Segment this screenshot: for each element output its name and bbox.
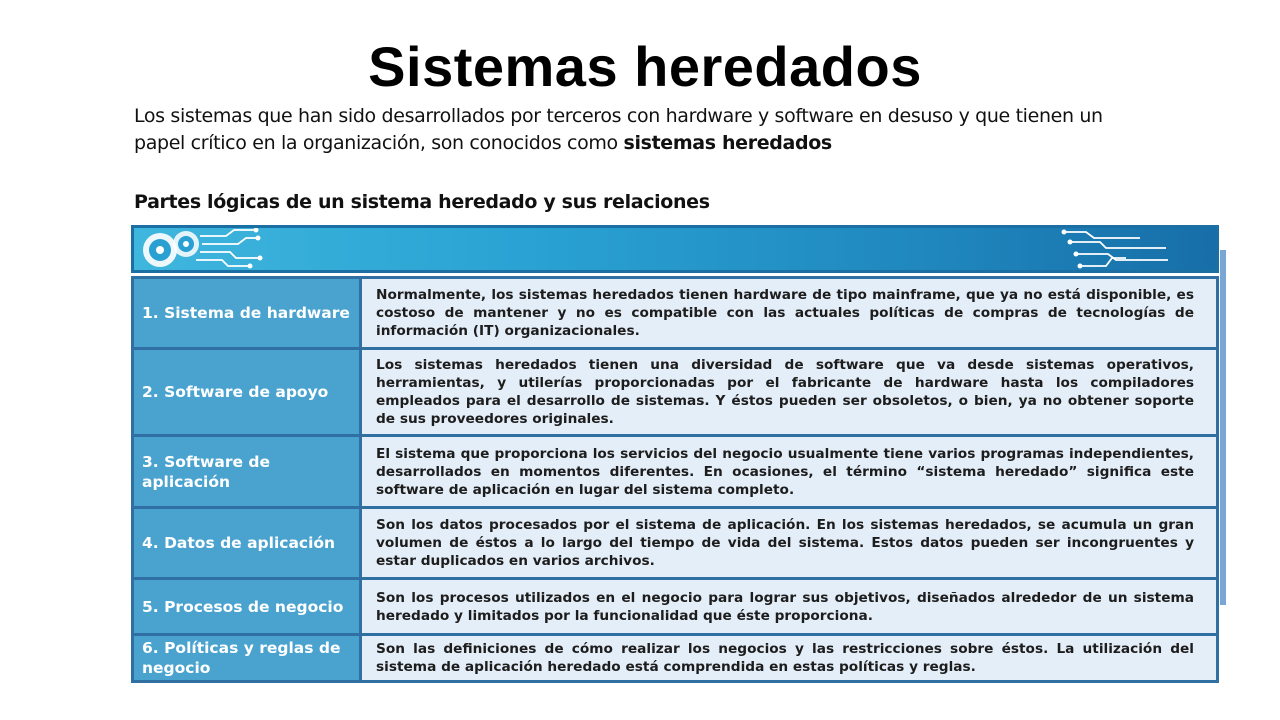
intro-text: Los sistemas que han sido desarrollados por terceros con hardware y software en desuso y que tienen un papel crítico en la organización, son conocidos como (134, 105, 1103, 154)
intro-paragraph (134, 103, 1154, 157)
row-label: 5. Procesos de negocio (134, 580, 362, 633)
row-description (362, 350, 1216, 434)
row-label: 6. Políticas y reglas de negocio (134, 636, 362, 680)
row-description-text: Son las definiciones de cómo realizar los negocios y las restricciones sobre éstos. La utilización del sistema de aplicación heredado está comprendida en estas políticas y reglas. (376, 641, 1194, 675)
row-description-text: Son los procesos utilizados en el negocio para lograr sus objetivos, diseñados alrededor de un sistema heredado y limitados por la funcionalidad que éste proporciona. (376, 589, 1194, 624)
side-accent-bar (1220, 250, 1226, 605)
row-label: 1. Sistema de hardware (134, 279, 362, 347)
row-description-text: El sistema que proporciona los servicios del negocio usualmente tiene varios programas independientes, desarrollados en momentos diferentes. En ocasiones, el término “sistema heredado” significa este software de aplicación en lugar del sistema completo. (376, 445, 1194, 498)
row-label: 4. Datos de aplicación (134, 509, 362, 577)
table-row (134, 636, 1216, 680)
row-description (362, 580, 1216, 633)
row-description (362, 636, 1216, 680)
intro-bold-term: sistemas heredados (623, 132, 832, 154)
page-title: Sistemas heredados (368, 35, 922, 98)
row-label: 2. Software de apoyo (134, 350, 362, 434)
row-description (362, 509, 1216, 577)
row-description-text: Normalmente, los sistemas heredados tienen hardware de tipo mainframe, que ya no está disponible, es costoso de mantener y no es compatible con las actuales políticas de compras de tecnologías de información (IT) organizacionales. (376, 287, 1194, 339)
row-description-text: Los sistemas heredados tienen una diversidad de software que va desde sistemas operativos, herramientas, y utilerías proporcionadas por el fabricante de hardware hasta los compiladores empleados para el desarrollo de sistemas. Y éstos pueden ser obsoletos, o bien, ya no obtener soporte de sus proveedores originales. (376, 357, 1194, 427)
table-row (134, 437, 1216, 509)
row-description (362, 437, 1216, 506)
table-row (134, 350, 1216, 437)
legacy-parts-table (131, 276, 1219, 683)
section-subtitle: Partes lógicas de un sistema heredado y sus relaciones (134, 191, 710, 213)
table-banner (131, 225, 1219, 273)
table-row (134, 279, 1216, 350)
row-description-text: Son los datos procesados por el sistema de aplicación. En los sistemas heredados, se acumula un gran volumen de éstos a lo largo del tiempo de vida del sistema. Estos datos pueden ser incongruentes y estar duplicados en varios archivos. (376, 517, 1194, 569)
row-label: 3. Software de aplicación (134, 437, 362, 506)
table-row (134, 580, 1216, 636)
circuit-traces-icon (1056, 228, 1176, 270)
table-row (134, 509, 1216, 580)
row-description (362, 279, 1216, 347)
disc-circuit-icon (134, 228, 274, 270)
